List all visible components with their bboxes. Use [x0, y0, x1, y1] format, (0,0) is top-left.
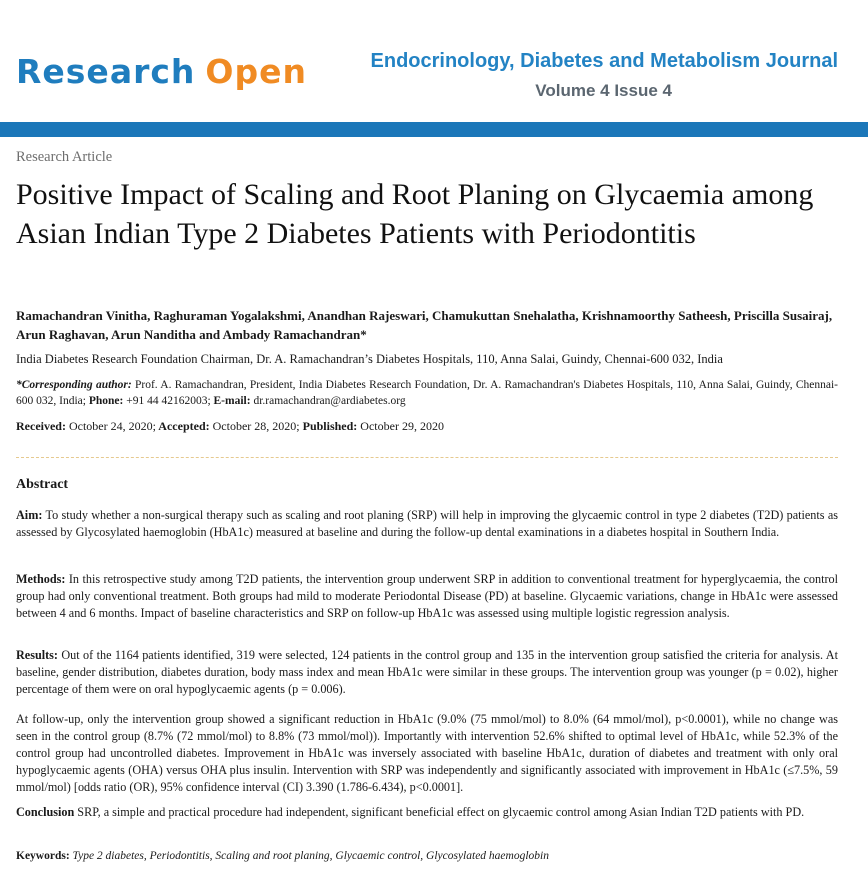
publication-dates [16, 418, 838, 434]
results-label: Results: [16, 648, 58, 662]
abstract-methods [16, 571, 838, 622]
email-link[interactable]: dr.ramachandran@ardiabetes.org [250, 395, 406, 407]
header-divider-bar [0, 122, 868, 137]
abstract-results [16, 647, 838, 698]
abstract-aim [16, 507, 838, 541]
published-date: October 29, 2020 [357, 419, 444, 433]
email-label: E-mail: [210, 395, 251, 407]
accepted-label: Accepted: [155, 419, 210, 433]
keywords [16, 848, 838, 864]
abstract-followup [16, 711, 838, 796]
aim-text: To study whether a non-surgical therapy such as scaling and root planing (SRP) will help in improving the glycaemic control in type 2 diabetes (T2D) patients as assessed by Glycosylated haemoglobin (HbA1c) measured at baseline and during the follow-up dental examinations in a diabetes hospital in Southern India. [16, 508, 838, 539]
abstract-heading: Abstract [16, 477, 69, 492]
methods-label: Methods: [16, 572, 66, 586]
phone-label: Phone: [85, 395, 124, 407]
corresponding-author [16, 377, 838, 409]
section-divider [16, 457, 838, 458]
article-title: Positive Impact of Scaling and Root Planing on Glycaemia among Asian Indian Type 2 Diabetes Patients with Periodontitis [16, 178, 814, 250]
phone-value: +91 44 42162003; [123, 395, 211, 407]
journal-name: Endocrinology, Diabetes and Metabolism Journal [370, 50, 838, 72]
research-open-logo [16, 52, 307, 92]
logo-word-research: Research [16, 52, 196, 91]
keywords-label: Keywords: [16, 850, 70, 862]
corresponding-label: *Corresponding author: [16, 379, 132, 391]
accepted-date: October 28, 2020; [209, 419, 300, 433]
journal-header [0, 0, 868, 122]
abstract-conclusion [16, 804, 838, 821]
logo-word-open: Open [205, 52, 307, 91]
methods-text: In this retrospective study among T2D patients, the intervention group underwent SRP in addition to conventional treatment for hyperglycaemia, the control group had only conventional treatment. Both groups had mild to moderate Periodontal Disease (PD) at baseline. Glycaemic variations, change in HbA1c were assessed between 4 and 6 months. Impact of baseline characteristics and SRP on follow-up HbA1c was assessed using multiple logistic regression analysis. [16, 572, 838, 620]
followup-text: At follow-up, only the intervention group showed a significant reduction in HbA1c (9.0% (75 mmol/mol) to 8.0% (64 mmol/mol), p<0.0001), while no change was seen in the control group (8.7% (72 mmol/mol) to 8.8% (73 mmol/mol)). Importantly with intervention 52.6% shifted to optimal level of HbA1c, while 52.3% of the control group had uncontrolled diabetes. Improvement in HbA1c was inversely associated with baseline HbA1c, duration of diabetes and treatment with only oral hypoglycaemic agents (OHA) versus OHA plus insulin. Intervention with SRP was independently and significantly associated with improvement in HbA1c (≤7.5%, 59 mmol/mol) [odds ratio (OR), 95% confidence interval (CI) 3.390 (1.786-6.434), p<0.0001]. [16, 712, 838, 794]
results-text: Out of the 1164 patients identified, 319 were selected, 124 patients in the control group and 135 in the intervention group satisfied the criteria for analysis. At baseline, gender distribution, diabetes duration, body mass index and mean HbA1c were similar in these groups. The intervention group was younger (p = 0.02), higher percentage of them were on oral hypoglycaemic agents (p = 0.006). [16, 648, 838, 696]
affiliation: India Diabetes Research Foundation Chairman, Dr. A. Ramachandran’s Diabetes Hospitals, 110, Anna Salai, Guindy, Chennai-600 032, India [16, 352, 723, 366]
conclusion-text: SRP, a simple and practical procedure had independent, significant beneficial effect on glycaemic control among Asian Indian T2D patients with PD. [74, 805, 805, 819]
received-label: Received: [16, 419, 66, 433]
published-label: Published: [299, 419, 358, 433]
conclusion-label: Conclusion [16, 805, 75, 819]
received-date: October 24, 2020; [65, 419, 156, 433]
corresponding-text: Prof. A. Ramachandran, President, India Diabetes Research Foundation, Dr. A. Ramachandran's Diabetes Hospitals, 110, Anna Salai, Guindy, Chennai-600 032, India; [16, 379, 839, 407]
journal-volume: Volume 4 Issue 4 [535, 81, 672, 100]
article-type: Research Article [16, 149, 113, 165]
keywords-text: Type 2 diabetes, Periodontitis, Scaling and root planing, Glycaemic control, Glycosylated haemoglobin [69, 850, 549, 862]
author-list: Ramachandran Vinitha, Raghuraman Yogalakshmi, Anandhan Rajeswari, Chamukuttan Snehalatha, Krishnamoorthy Satheesh, Priscilla Susairaj, Arun Raghavan, Arun Nanditha and Ambady Ramachandran* [16, 308, 833, 342]
aim-label: Aim: [16, 508, 43, 522]
